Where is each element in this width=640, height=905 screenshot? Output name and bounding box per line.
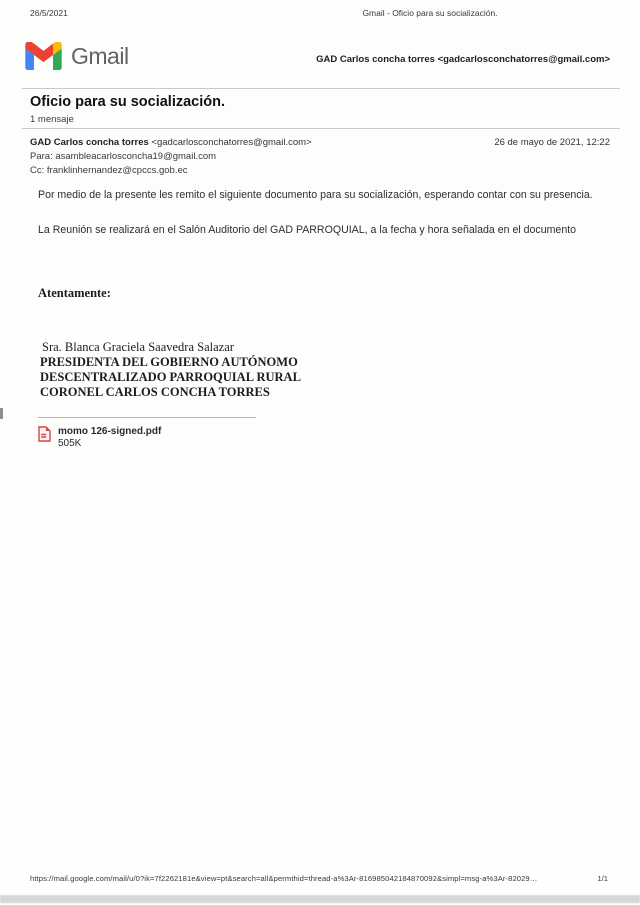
recipient-cc: Cc: franklinhernandez@cpccs.gob.ec [30, 165, 188, 176]
attachment-block [38, 417, 258, 449]
gmail-wordmark: Gmail [71, 42, 129, 69]
header-divider [22, 88, 620, 89]
print-doc-title: Gmail - Oficio para su socialización. [362, 8, 498, 18]
gmail-m-icon [25, 42, 62, 70]
recipient-to: Para: asambleacarlosconcha19@gmail.com [30, 151, 217, 162]
attachment-divider [38, 417, 256, 418]
sender-row [30, 137, 610, 148]
account-email: GAD Carlos concha torres <gadcarlosconchatorres@gmail.com> [316, 53, 610, 65]
signature-title-line-3: CORONEL CARLOS CONCHA TORRES [40, 385, 270, 399]
sender [30, 137, 312, 148]
print-date: 26/5/2021 [30, 8, 68, 18]
scan-artifact-mark [0, 408, 3, 419]
email-subject: Oficio para su socialización. [30, 94, 226, 110]
gmail-logo [25, 42, 129, 70]
print-footer-url: https://mail.google.com/mail/u/0?ik=7f2262181e&view=pt&search=all&permthid=thread-a%3Ar-816985042184870092&simpl=msg-a%3Ar-82029… [30, 874, 538, 883]
message-body [38, 184, 602, 241]
sender-email: <gadcarlosconchatorres@gmail.com> [151, 137, 312, 148]
message-header [30, 137, 610, 176]
page-number: 1/1 [597, 874, 608, 883]
closing-line: Atentamente: [38, 286, 111, 300]
signature-title-line-2: DESCENTRALIZADO PARROQUIAL RURAL [40, 370, 301, 384]
print-footer [30, 874, 608, 883]
signature-name: Sra. Blanca Graciela Saavedra Salazar [42, 340, 234, 354]
gmail-header-bar [25, 42, 610, 70]
attachment-item[interactable] [38, 426, 258, 449]
subject-divider [22, 128, 620, 129]
signature-block [40, 340, 301, 400]
attachment-filename[interactable]: momo 126-signed.pdf [58, 426, 162, 437]
print-header [30, 8, 610, 18]
body-paragraph-1: Por medio de la presente les remito el siguiente documento para su socialización, esperando contar con su presencia. [38, 189, 593, 201]
scan-bottom-edge [0, 895, 640, 903]
subject-block [30, 94, 610, 125]
pdf-file-icon [38, 426, 51, 442]
body-paragraph-2: La Reunión se realizará en el Salón Auditorio del GAD PARROQUIAL, a la fecha y hora señalada en el documento [38, 224, 577, 236]
signature-title-line-1: PRESIDENTA DEL GOBIERNO AUTÓNOMO [40, 355, 298, 369]
message-count: 1 mensaje [30, 114, 74, 125]
attachment-size: 505K [58, 438, 82, 449]
attachment-info [58, 426, 161, 449]
message-date: 26 de mayo de 2021, 12:22 [494, 137, 610, 148]
sender-name: GAD Carlos concha torres [30, 137, 149, 148]
